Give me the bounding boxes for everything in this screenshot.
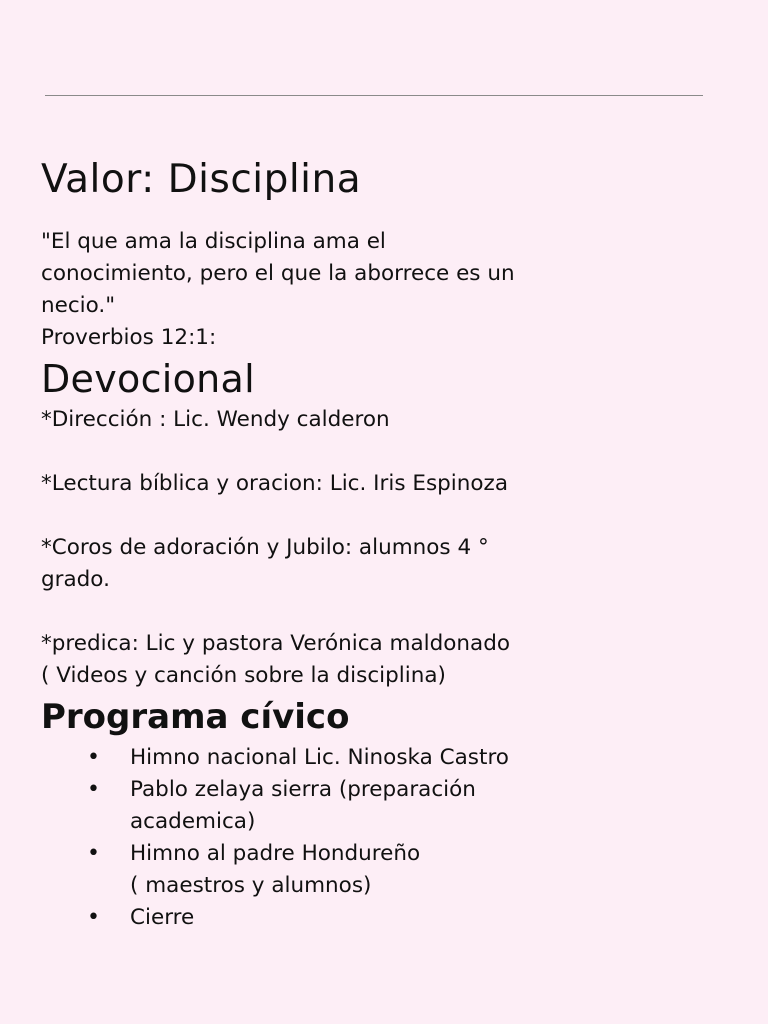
bullet-icon: • bbox=[87, 777, 100, 802]
devocional-predica-line-1: *predica: Lic y pastora Verónica maldonado bbox=[41, 631, 511, 656]
programa-list bbox=[41, 742, 731, 934]
devocional-coros-line-1: *Coros de adoración y Jubilo: alumnos 4 ° bbox=[41, 535, 489, 560]
spacer bbox=[41, 596, 731, 628]
programa-heading: Programa cívico bbox=[41, 697, 350, 737]
quote-line-3: necio." bbox=[41, 293, 116, 318]
list-item-text-cont: ( maestros y alumnos) bbox=[130, 873, 372, 898]
page-title: Valor: Disciplina bbox=[41, 157, 362, 202]
devocional-lectura: *Lectura bíblica y oracion: Lic. Iris Espinoza bbox=[41, 471, 509, 496]
bullet-icon: • bbox=[87, 841, 100, 866]
quote-line-1: "El que ama la disciplina ama el bbox=[41, 229, 386, 254]
devocional-heading: Devocional bbox=[41, 357, 256, 401]
bullet-icon: • bbox=[87, 745, 100, 770]
quote-line-2: conocimiento, pero el que la aborrece es un bbox=[41, 261, 515, 286]
list-item bbox=[41, 774, 731, 838]
list-item-text: Himno nacional Lic. Ninoska Castro bbox=[130, 745, 509, 770]
devocional-direccion: *Dirección : Lic. Wendy calderon bbox=[41, 407, 390, 432]
bible-reference: Proverbios 12:1: bbox=[41, 325, 217, 350]
list-item-text: Himno al padre Hondureño bbox=[130, 841, 421, 866]
document-body bbox=[41, 150, 731, 934]
top-divider bbox=[45, 95, 703, 96]
devocional-predica-line-2: ( Videos y canción sobre la disciplina) bbox=[41, 663, 446, 688]
spacer bbox=[41, 436, 731, 468]
bullet-icon: • bbox=[87, 905, 100, 930]
list-item-text: Cierre bbox=[130, 905, 195, 930]
spacer bbox=[41, 500, 731, 532]
list-item bbox=[41, 902, 731, 934]
list-item bbox=[41, 742, 731, 774]
list-item-text: Pablo zelaya sierra (preparación bbox=[130, 777, 476, 802]
devocional-coros-line-2: grado. bbox=[41, 567, 110, 592]
list-item-text-cont: academica) bbox=[130, 809, 256, 834]
list-item bbox=[41, 838, 731, 902]
